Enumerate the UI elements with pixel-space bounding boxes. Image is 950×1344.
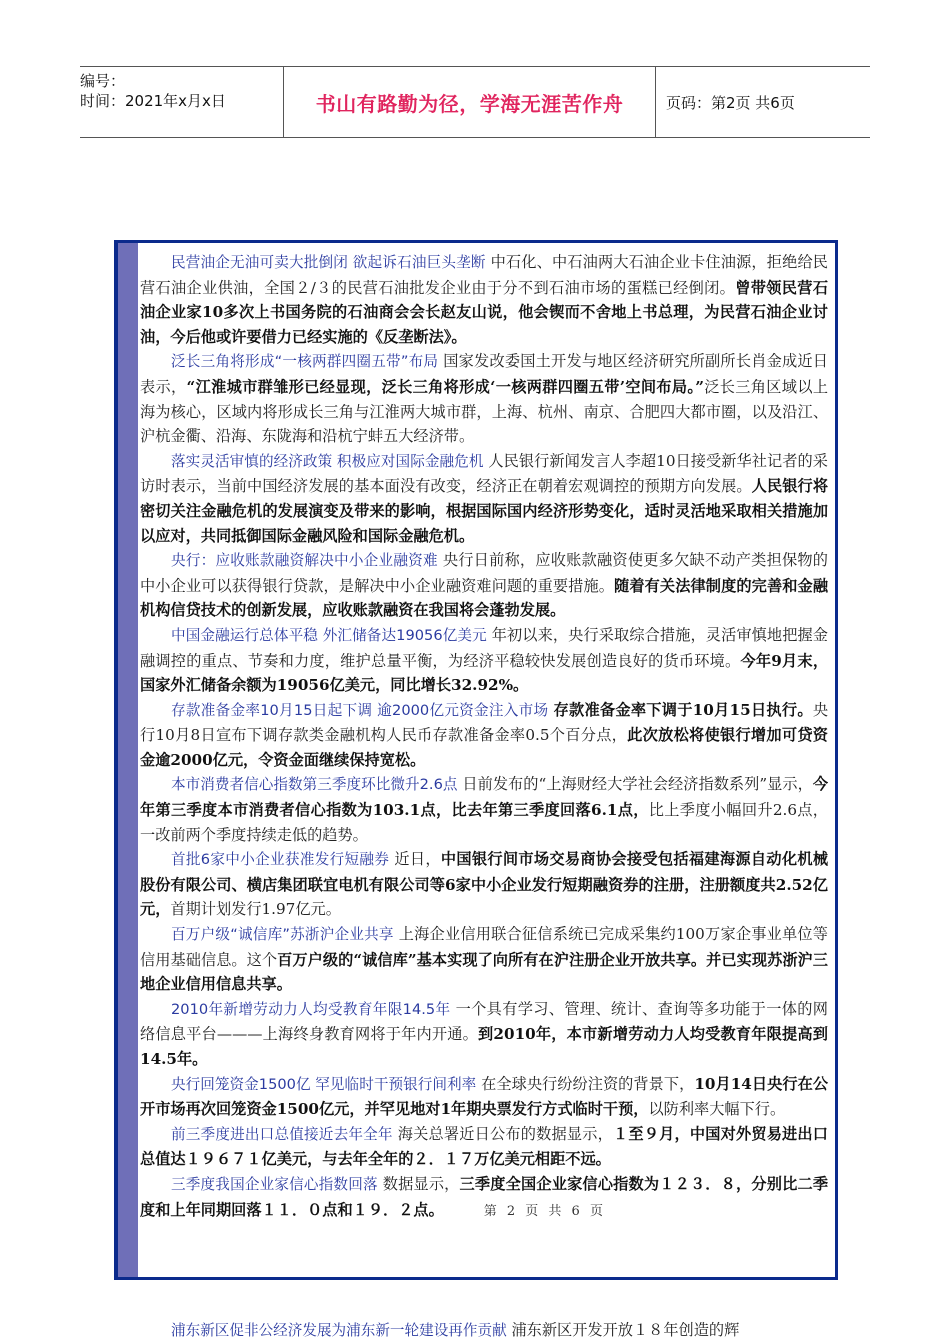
date-label: 时间：2021年x月x日 <box>80 92 226 110</box>
frame-side-bar <box>118 243 138 1277</box>
news-item <box>140 847 828 922</box>
news-title: 浦东新区促非公经济发展为浦东新一轮建设再作贡献 <box>171 1322 507 1339</box>
news-title: 央行：应收账款融资解决中小企业融资难 <box>171 552 438 570</box>
next-page-paragraph <box>140 1318 828 1343</box>
news-title: 三季度我国企业家信心指数回落 <box>171 1175 378 1193</box>
news-text: 近日， <box>389 850 441 869</box>
news-item <box>140 1172 828 1224</box>
news-after: 首期计划发行1.97亿元。 <box>170 900 341 919</box>
news-after: 央行10月8日宣布下调存款类金融机构人民币存款准备金率0.5个百分点， <box>140 700 829 745</box>
news-bold: 三季度全国企业家信心指数为１２３．８，分别比二季度和上年同期回落１１．０点和１９．２点。 <box>140 1174 829 1219</box>
news-content <box>140 250 828 1224</box>
news-item <box>140 1122 828 1172</box>
news-item <box>140 698 828 773</box>
news-item <box>140 349 828 448</box>
news-text: 人民银行新闻发言人李超10日接受新华社记者的采访时表示，当前中国经济发展的基本面没有改变，经济正在朝着宏观调控的预期方向发展。 <box>140 451 828 496</box>
news-bold: 中国银行间市场交易商协会接受包括福建海源自动化机械股份有限公司、横店集团联宜电机有限公司等6家中小企业发行短期融资券的注册，注册额度共2.52亿元， <box>140 850 829 919</box>
news-after: 泛长三角区域以上海为核心，区域内将形成长三角与江淮两大城市群，上海、杭州、南京、合肥四大都市圈，以及沿江、沪杭金衢、沿海、东陇海和沿杭宁蚌五大经济带。 <box>140 377 829 446</box>
news-item <box>140 548 828 623</box>
news-item <box>140 997 828 1072</box>
news-item <box>140 623 828 698</box>
news-text: 一个具有学习、管理、统计、查询等多功能于一体的网络信息平台———上海终身教育网将于年内开通。 <box>140 999 828 1044</box>
news-item <box>140 1072 828 1122</box>
news-bold: “江淮城市群雏形已经显现，泛长三角将形成‘一核两群四圈五带’空间布局。” <box>186 377 704 396</box>
number-label: 编号： <box>80 72 126 90</box>
news-text: 在全球央行纷纷注资的背景下， <box>476 1074 695 1093</box>
news-text: 年初以来，央行采取综合措施，灵活审慎地把握金融调控的重点、节奏和力度，维护总量平衡，为经济平稳较快发展创造良好的货币环境。 <box>140 625 828 670</box>
news-text: 海关总署近日公布的数据显示， <box>392 1124 613 1143</box>
news-text: 国家发改委国土开发与地区经济研究所副所长肖金成近日表示， <box>140 352 828 396</box>
page-header <box>80 66 870 138</box>
news-text: 浦东新区开发开放１８年创造的辉 <box>506 1321 740 1339</box>
news-bold-2: 此次放松将使银行增加可贷资金逾2000亿元，令资金面继续保持宽松。 <box>140 726 828 769</box>
news-item <box>140 922 828 997</box>
news-after: 以防利率大幅下行。 <box>648 1100 786 1119</box>
news-bold: 曾带领民营石油企业家10多次上书国务院的石油商会会长赵友山说，他会锲而不舍地上书总理，为民营石油企业讨油，今后他或许要借力已经实施的《反垄断法》。 <box>140 278 829 346</box>
header-page-label: 页码：第2页 共6页 <box>666 93 795 112</box>
news-text: 上海企业信用联合征信系统已完成采集约100万家企事业单位等信用基础信息。这个 <box>140 925 828 969</box>
news-bold: 到2010年，本市新增劳动力人均受教育年限提高到14.5年。 <box>140 1025 828 1068</box>
news-title: 首批6家中小企业获准发行短融券 <box>171 851 390 869</box>
news-title: 央行回笼资金1500亿 罕见临时干预银行间利率 <box>171 1075 477 1093</box>
news-bold: 百万户级的“诚信库”基本实现了向所有在沪注册企业开放共享。并已实现苏浙沪三地企业信用信息共享。 <box>140 950 828 994</box>
news-bold: １至９月，中国对外贸易进出口总值达１９６７１亿美元，与去年全年的２．１７万亿美元相距不远。 <box>140 1124 828 1169</box>
news-bold: 今年第三季度本市消费者信心指数为103.1点，比去年第三季度回落6.1点， <box>140 775 828 820</box>
news-item <box>140 250 828 349</box>
news-bold: 人民银行将密切关注金融危机的发展演变及带来的影响，根据国际国内经济形势变化，适时灵活地采取相关措施加以应对，共同抵御国际金融风险和国际金融危机。 <box>140 477 829 545</box>
news-title: 民营油企无油可卖大批倒闭 欲起诉石油巨头垄断 <box>171 254 486 271</box>
news-text: 日前发布的“上海财经大学社会经济指数系列”显示， <box>457 775 813 794</box>
news-bold: 存款准备金率下调于10月15日执行。 <box>553 700 813 719</box>
news-title: 中国金融运行总体平稳 外汇储备达19056亿美元 <box>171 626 487 644</box>
header-motto: 书山有路勤为径，学海无涯苦作舟 <box>284 67 656 137</box>
news-title: 百万户级“诚信库”苏浙沪企业共享 <box>171 926 394 944</box>
news-bold: 10月14日央行在公开市场再次回笼资金1500亿元，并罕见地对1年期央票发行方式临时干预， <box>140 1074 829 1119</box>
news-bold: 今年9月末，国家外汇储备余额为19056亿美元，同比增长32.92%。 <box>140 651 829 695</box>
news-item <box>140 449 828 548</box>
news-title: 落实灵活审慎的经济政策 积极应对国际金融危机 <box>171 452 484 470</box>
news-bold: 随着有关法律制度的完善和金融机构信贷技术的创新发展，应收账款融资在我国将会蓬勃发展。 <box>140 576 829 620</box>
news-item <box>140 772 828 847</box>
page-footer: 第 2 页 共 6 页 <box>483 1203 606 1219</box>
news-text: 数据显示， <box>377 1174 460 1193</box>
news-text: 中石化、中石油两大石油企业卡住油源，拒绝给民营石油企业供油，全国２/３的民营石油批发企业由于分不到石油市场的蛋糕已经倒闭。 <box>140 253 828 297</box>
news-after: 比上季度小幅回升2.6点，一改前两个季度持续走低的趋势。 <box>140 801 828 844</box>
news-title: 存款准备金率10月15日起下调 逾2000亿元资金注入市场 <box>171 701 549 719</box>
header-meta <box>80 67 284 137</box>
news-text: 央行日前称，应收账款融资使更多欠缺不动产类担保物的中小企业可以获得银行贷款，是解决中小企业融资难问题的重要措施。 <box>140 551 828 595</box>
news-title: 泛长三角将形成“一核两群四圈五带”布局 <box>171 353 439 371</box>
news-title: 2010年新增劳动力人均受教育年限14.5年 <box>171 1000 451 1018</box>
news-title: 前三季度进出口总值接近去年全年 <box>171 1125 393 1143</box>
news-title: 本市消费者信心指数第三季度环比微升2.6点 <box>171 776 458 794</box>
